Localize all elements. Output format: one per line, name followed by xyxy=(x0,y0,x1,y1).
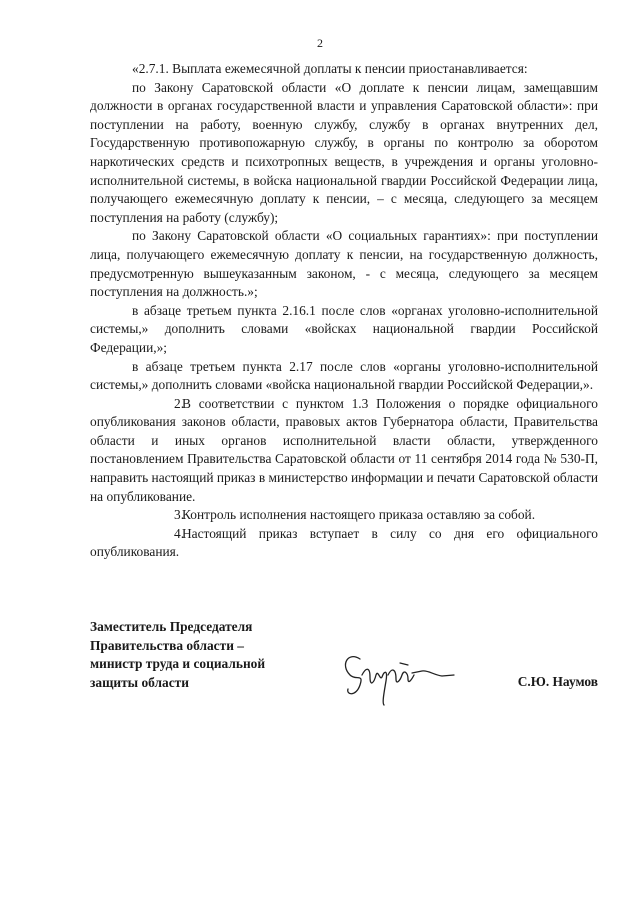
item-text: В соответствии с пунктом 1.3 Положения о порядке официального опубликования законов области, правовых актов Губернатора области, Правительства области и иных органов исполнительной власти области, утвержденного постановлением Правительства Саратовской области от 11 сентября 2014 года № 530-П, направить настоящий приказ в министерство информации и печати Саратовской области на опубликование. xyxy=(90,395,598,504)
paragraph-amend-2-16-1: в абзаце третьем пункта 2.16.1 после слов «органах уголовно-исполнительной системы,» дополнить словами «войсках национальной гвардии Российской Федерации,»; xyxy=(90,302,598,355)
paragraph-law-social-guarantees: по Закону Саратовской области «О социальных гарантиях»: при поступлении лица, получающего ежемесячную доплату к пенсии, на государственную должность, предусмотренную вышеуказанным законом, - с месяца, следующего за месяцем поступления на должность.»; xyxy=(90,228,598,300)
signatory-title xyxy=(90,618,265,692)
paragraph-2-7-1: «2.7.1. Выплата ежемесячной доплаты к пенсии приостанавливается: xyxy=(132,61,528,76)
numbered-item xyxy=(90,525,598,562)
item-text: Контроль исполнения настоящего приказа оставляю за собой. xyxy=(182,507,536,523)
signatory-title-line: Заместитель Председателя xyxy=(90,619,253,634)
handwritten-signature xyxy=(338,645,458,707)
item-number: 2. xyxy=(174,395,185,411)
item-text: Настоящий приказ вступает в силу со дня его официального опубликования. xyxy=(90,525,598,560)
numbered-item xyxy=(90,395,598,507)
item-number: 4. xyxy=(174,525,185,541)
item-number: 3. xyxy=(174,507,185,523)
document-body xyxy=(90,60,598,562)
paragraph-law-pension-supplement: по Закону Саратовской области «О доплате к пенсии лицам, замещавшим должности в органах государственной власти и управления Саратовской области»: при поступлении на работу, военную службу, службу в органах внутренних дел, Государственную противопожарную службу, в органы по контролю за оборотом наркотических средств и психотропных веществ, в учреждения и органы уголовно-исполнительной системы, в войска национальной гвардии Российской Федерации лица, получающего ежемесячную доплату к пенсии, – с месяца, следующего за месяцем поступления на работу (службу); xyxy=(90,79,598,225)
signatory-title-line: Правительства области – xyxy=(90,637,244,653)
page-number: 2 xyxy=(317,36,323,50)
numbered-item xyxy=(90,506,598,525)
signatory-title-line: министр труда и социальной xyxy=(90,656,266,672)
signer-name: С.Ю. Наумов xyxy=(517,674,598,689)
signatory-title-line: защиты области xyxy=(90,674,189,690)
paragraph-amend-2-17: в абзаце третьем пункта 2.17 после слов «органы уголовно-исполнительной системы,» дополнить словами «войска национальной гвардии Российской Федерации,». xyxy=(90,358,598,393)
